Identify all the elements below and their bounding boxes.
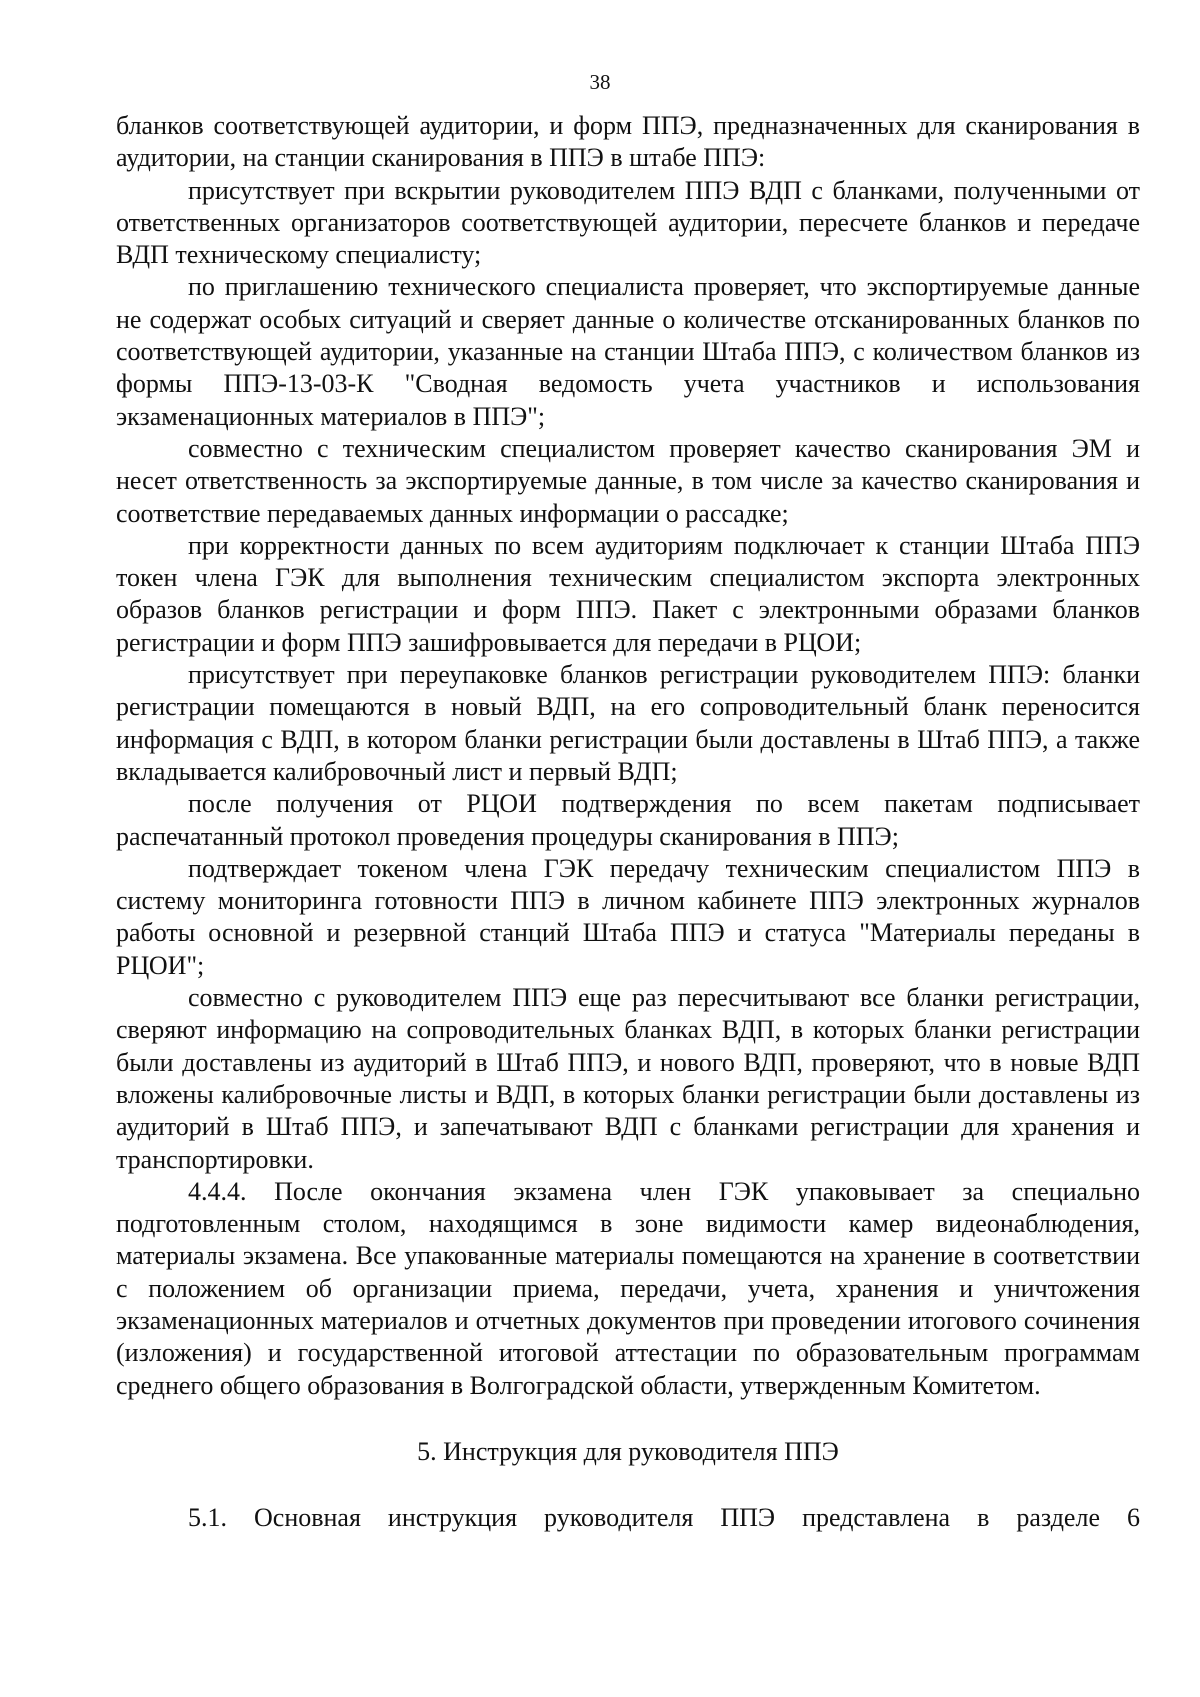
page-number: 38 xyxy=(589,70,611,94)
document-body xyxy=(116,110,1140,1534)
section-heading: 5. Инструкция для руководителя ППЭ xyxy=(417,1436,839,1466)
paragraph: после получения от РЦОИ подтверждения по всем пакетам подписывает распечатанный протокол проведения процедуры сканирования в ППЭ; xyxy=(116,789,1140,851)
paragraph: 5.1. Основная инструкция руководителя ППЭ представлена в разделе 6 xyxy=(188,1502,1140,1532)
paragraph: совместно с техническим специалистом проверяет качество сканирования ЭМ и несет ответственность за экспортируемые данные, в том числе за качество сканирования и соответствие передаваемых данных информации о рассадке; xyxy=(116,433,1140,528)
paragraph: по приглашению технического специалиста проверяет, что экспортируемые данные не содержат особых ситуаций и сверяет данные о количестве отсканированных бланков по соответствующей аудитории, указанные на станции Штаба ППЭ, с количеством бланков из формы ППЭ-13-03-К "Сводная ведомость учета участников и использования экзаменационных материалов в ППЭ"; xyxy=(116,272,1140,431)
paragraph: присутствует при вскрытии руководителем ППЭ ВДП с бланками, полученными от ответственных организаторов соответствующей аудитории, пересчете бланков и передаче ВДП техническому специалисту; xyxy=(116,175,1140,270)
paragraph: бланков соответствующей аудитории, и форм ППЭ, предназначенных для сканирования в аудитории, на станции сканирования в ППЭ в штабе ППЭ: xyxy=(116,111,1140,173)
paragraph: при корректности данных по всем аудиториям подключает к станции Штаба ППЭ токен члена ГЭК для выполнения техническим специалистом экспорта электронных образов бланков регистрации и форм ППЭ. Пакет с электронными образами бланков регистрации и форм ППЭ зашифровывается для передачи в РЦОИ; xyxy=(116,530,1140,657)
paragraph: подтверждает токеном члена ГЭК передачу техническим специалистом ППЭ в систему мониторинга готовности ППЭ в личном кабинете ППЭ электронных журналов работы основной и резервной станций Штаба ППЭ и статуса "Материалы переданы в РЦОИ"; xyxy=(116,853,1140,980)
paragraph: присутствует при переупаковке бланков регистрации руководителем ППЭ: бланки регистрации помещаются в новый ВДП, на его сопроводительный бланк переносится информация с ВДП, в котором бланки регистрации были доставлены в Штаб ППЭ, а также вкладывается калибровочный лист и первый ВДП; xyxy=(116,660,1140,786)
paragraph: 4.4.4. После окончания экзамена член ГЭК упаковывает за специально подготовленным столом, находящимся в зоне видимости камер видеонаблюдения, материалы экзамена. Все упакованные материалы помещаются на хранение в соответствии с положением об организации приема, передачи, учета, хранения и уничтожения экзаменационных материалов и отчетных документов при проведении итогового сочинения (изложения) и государственной итоговой аттестации по образовательным программам среднего общего образования в Волгоградской области, утвержденным Комитетом. xyxy=(116,1176,1140,1400)
paragraph: совместно с руководителем ППЭ еще раз пересчитывают все бланки регистрации, сверяют информацию на сопроводительных бланках ВДП, в которых бланки регистрации были доставлены из аудиторий в Штаб ППЭ, и нового ВДП, проверяют, что в новые ВДП вложены калибровочные листы и ВДП, в которых бланки регистрации были доставлены из аудиторий в Штаб ППЭ, и запечатывают ВДП с бланками регистрации для хранения и транспортировки. xyxy=(116,983,1140,1174)
